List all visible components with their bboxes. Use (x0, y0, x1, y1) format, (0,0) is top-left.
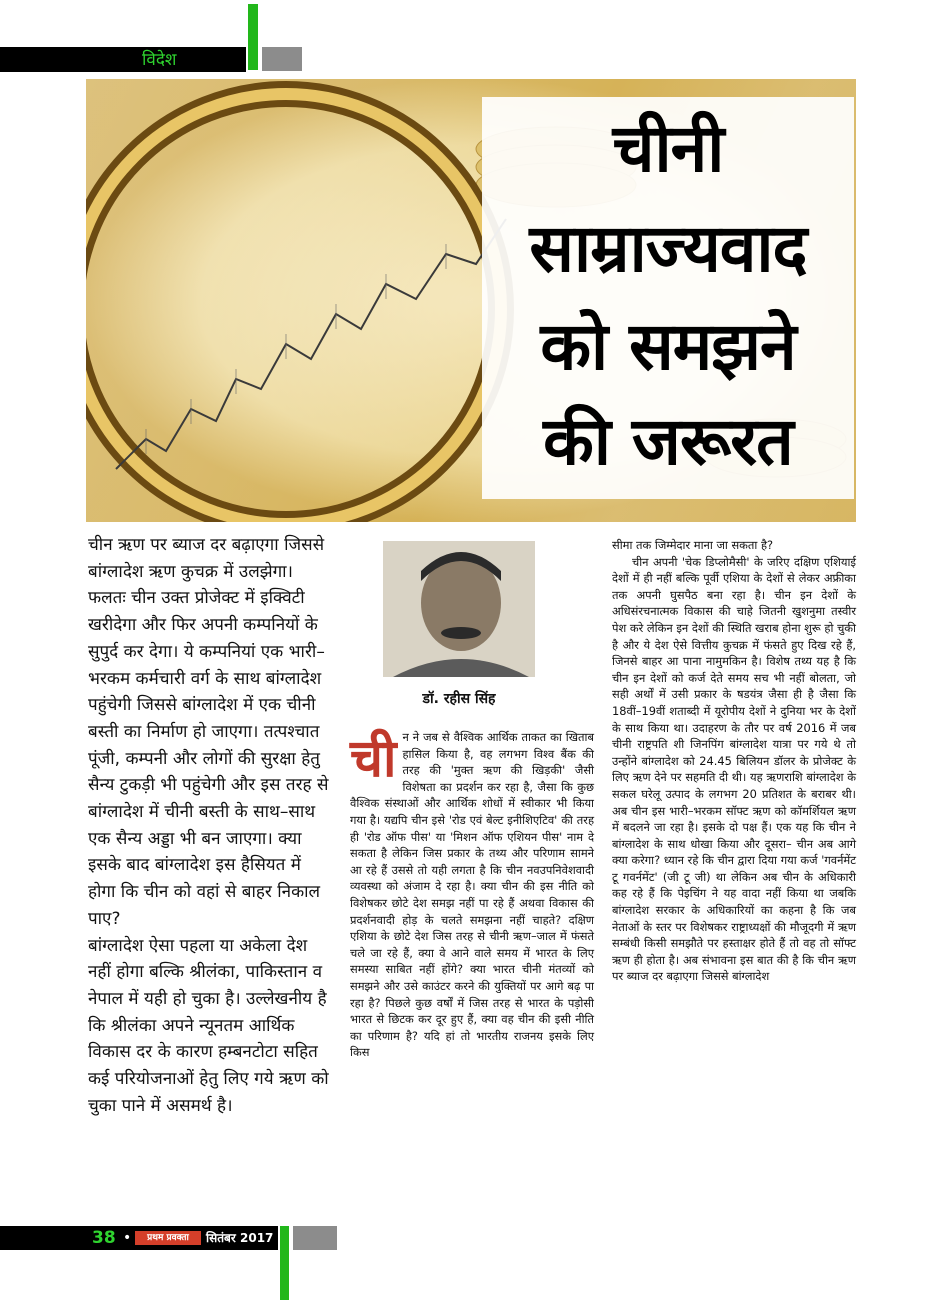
headline-line-3: को समझने (540, 308, 796, 385)
header-gray-block (262, 47, 302, 71)
headline-line-1: चीनी (612, 110, 724, 187)
right-paragraph-2: चीन अपनी 'चेक डिप्लोमैसी' के जरिए दक्षिण एशियाई देशों में ही नहीं बल्कि पूर्वी एशिया के देशों से लेकर अफ्रीका तक अपनी घुसपैठ बना रहा है। चीन इन देशों के अधिसंरचनात्मक विकास की चाहे जितनी खुशनुमा तस्वीर पेश करे लेकिन इन देशों की स्थिति खराब होना शुरू हो चुकी है और ये देश ऐसे वित्तीय कुचक्र में फंसते हुए दिख रहे हैं, जिनसे बाहर आ पाना नामुमकिन है। विशेष तथ्य यह है कि चीन इन देशों को कर्ज देते समय सच भी नहीं बोलता, जो सही अर्थों में उसी प्रकार के षडयंत्र जैसा ही है जैसा कि 18वीं–19वीं शताब्दी में यूरोपीय देशों ने दुनिया भर के देशों के साथ किया था। उदाहरण के तौर पर वर्ष 2016 में जब चीनी राष्ट्रपति शी जिनपिंग बांग्लादेश यात्रा पर गये थे तो उन्होंने बांग्लादेश को 24.45 बिलियन डॉलर के प्रोजेक्ट के लिए ऋण देने पर सहमति दी थी। यह ऋणराशि बांग्लादेश के सकल घरेलू उत्पाद के लगभग 20 प्रतिशत के बराबर थी। अब चीन इस भारी–भरकम सॉफ्ट ऋण को कॉमर्शियल ऋण में बदलने जा रहा है। इसके दो पक्ष हैं। एक यह कि चीन ने बांग्लादेश के साथ धोखा किया और दूसरा– चीन अब आगे क्या करेगा? ध्यान रहे कि चीन द्वारा दिया गया कर्ज 'गवर्नमेंट टू गवर्नमेंट' (जी टू जी) था लेकिन अब चीन के अधिकारी कह रहे हैं कि पेइचिंग ने यह वादा नहीं किया था जबकि बांग्लादेश सरकार के अधिकारियों का कहना है कि जब नेताओं के स्तर पर विशेषकर राष्ट्राध्यक्षों की मौजूदगी में ऋण सम्बंधी किसी समझौते पर हस्ताक्षर होते हैं तो वह तो सॉफ्ट ऋण ही होता है। अब संभावना इस बात की है कि चीन ऋण पर ब्याज दर बढ़ाएगा जिससे बांग्लादेश (612, 554, 856, 984)
headline-line-2: साम्राज्यवाद (529, 210, 807, 287)
headline-line-4: की जरूरत (543, 403, 793, 480)
right-paragraph-1: सीमा तक जिम्मेदार माना जा सकता है? (612, 538, 774, 552)
author-name: डॉ. रहीस सिंह (422, 691, 496, 707)
author-photo (383, 541, 535, 677)
left-paragraph-2: बांग्लादेश ऐसा पहला या अकेला देश नहीं होगा बल्कि श्रीलंका, पाकिस्तान व नेपाल में यही हो चुका है। उल्लेखनीय है कि श्रीलंका अपने न्यूनतम आर्थिक विकास दर के कारण हम्बनटोटा सहित कई परियोजनाओं हेतु लिए गये ऋण को चुका पाने में असमर्थ है। (88, 935, 329, 1116)
issue-date: सितंबर 2017 (206, 1231, 274, 1245)
footer-green-accent (280, 1226, 289, 1300)
middle-paragraph: न ने जब से वैश्विक आर्थिक ताकत का खिताब हासिल किया है, वह लगभग विश्व बैंक की तरह की 'मुक्त ऋण की खिड़की' जैसी विशेषता का प्रदर्शन कर रहा है, जैसा कि कुछ वैश्विक संस्थाओं और आर्थिक शोधों में स्वीकार भी किया गया है। यद्यपि चीन इसे 'रोड एवं बेल्ट इनीशिएटिव' की तरह ही 'रोड ऑफ पीस' या 'मिशन ऑफ एशियन पीस' नाम दे सकता है लेकिन जिस प्रकार के तथ्य और परिणाम सामने आ रहे हैं उससे तो यही लगता है कि चीन नवउपनिवेशवादी व्यवस्था को अंजाम दे रहा है। क्या चीन की इस नीति को विशेषकर छोटे देश समझ नहीं पा रहे हैं अथवा विकास की प्रदर्शनवादी होड़ के चलते समझना नहीं चाहते? दक्षिण एशिया के छोटे देश जिस तरह से चीनी ऋण–जाल में फंसते चले जा रहे हैं, क्या वे आने वाले समय में भारत के लिए समस्या साबित नहीं होंगे? क्या भारत चीनी मंतव्यों को समझने और उसे काउंटर करने की युक्तियों पर आगे बढ़ पा रहा है? पिछले कुछ वर्षों में जिस तरह से भारत के पड़ोसी भारत से छिटक कर दूर हुए हैं, क्या वह चीन की इसी नीति का परिणाम है? यदि हां तो भारतीय राजनय इसके लिए किस (350, 730, 594, 1060)
headline-panel (482, 97, 854, 499)
dropcap: ची (350, 729, 397, 789)
magazine-logo: प्रथम प्रवक्ता (135, 1231, 201, 1245)
footer-gray-block (293, 1226, 337, 1250)
page-number: 38 (92, 1228, 116, 1248)
section-header-bar (0, 47, 246, 72)
right-column (612, 537, 856, 985)
left-paragraph-1: चीन ऋण पर ब्याज दर बढ़ाएगा जिससे बांग्लादेश ऋण कुचक्र में उलझेगा। फलतः चीन उक्त प्रोजेक्ट में इक्विटी खरीदेगा और फिर अपनी कम्पनियों के सुपुर्द कर देगा। ये कम्पनियां एक भारी–भरकम कर्मचारी वर्ग के साथ बांग्लादेश पहुंचेगी जिससे बांग्लादेश में एक चीनी बस्ती का निर्माण हो जाएगा। तत्पश्चात पूंजी, कम्पनी और लोगों की सुरक्षा हेतु सैन्य टुकड़ी भी पहुंचेगी और इस तरह से बांग्लादेश में चीनी बस्ती के साथ–साथ एक सैन्य अड्डा भी बन जाएगा। क्या इसके बाद बांग्लादेश इस हैसियत में होगा कि चीन को वहां से बाहर निकाल पाए? (88, 535, 329, 929)
section-label: विदेश (142, 50, 177, 70)
left-column (88, 532, 333, 1119)
middle-column (350, 729, 594, 1061)
author-portrait-icon (383, 541, 535, 677)
header-green-accent (248, 4, 258, 70)
footer-separator: • (123, 1230, 132, 1246)
